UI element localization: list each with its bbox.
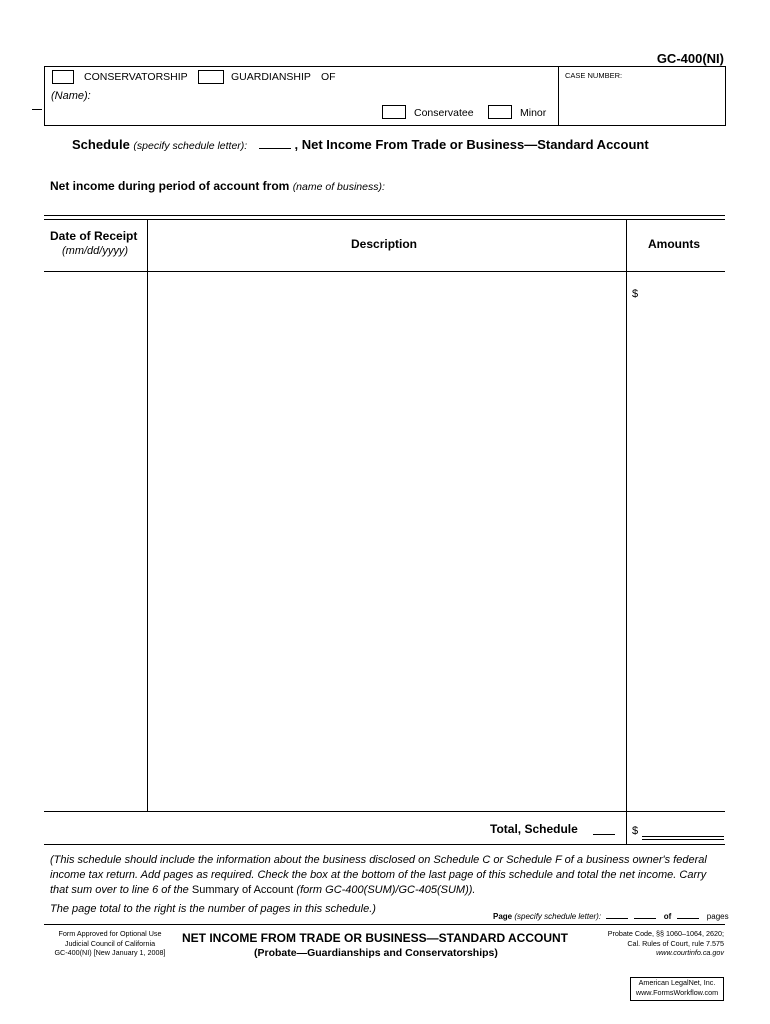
footer-approval: Form Approved for Optional Use (58, 929, 162, 938)
name-input[interactable] (47, 104, 552, 118)
conservatorship-label: CONSERVATORSHIP (84, 71, 188, 83)
footer-rule (44, 924, 725, 925)
table-amount-divider (626, 219, 627, 845)
footer-subtitle: (Probate—Guardianships and Conservatorships) (254, 947, 498, 959)
page-letter-input[interactable] (606, 910, 628, 919)
case-number-input[interactable] (560, 82, 722, 122)
schedule-title: , Net Income From Trade or Business—Standard Account (294, 137, 649, 152)
total-schedule-letter-input[interactable] (593, 822, 615, 835)
total-schedule-label: Total, Schedule (490, 822, 578, 836)
guardianship-label: GUARDIANSHIP (231, 71, 311, 83)
business-name-input[interactable] (410, 178, 720, 194)
footer-council: Judicial Council of California (64, 938, 156, 948)
col-date-format: (mm/dd/yyyy) (62, 245, 128, 257)
table-top-rule (44, 215, 725, 216)
footer-rules-of-court: Cal. Rules of Court, rule 7.575 (627, 938, 724, 948)
instructions-part1: (This schedule should include the information about the business disclosed on Schedule C or Schedule F of a business owner's federal income tax return. Add pages as required. Check the box at the bottom of the last page of this schedule and total the net income. Carry that sum over to line 6 of the (50, 854, 707, 896)
table-bottom-rule (44, 844, 725, 845)
table-total-rule (44, 811, 725, 812)
total-amount-underline-1 (642, 836, 724, 837)
total-amount-input[interactable] (642, 822, 724, 835)
amount-column-input[interactable] (640, 284, 722, 809)
page-count-line (493, 910, 729, 921)
instructions-page-note: The page total to the right is the number of pages in this schedule.) (50, 903, 376, 915)
name-tick (32, 109, 42, 110)
conservatorship-checkbox[interactable] (52, 70, 74, 84)
conservatee-checkbox[interactable] (382, 105, 406, 119)
conservatee-label: Conservatee (414, 107, 474, 119)
case-number-label: CASE NUMBER: (565, 71, 623, 80)
date-column-input[interactable] (46, 274, 145, 809)
publisher-website: www.FormsWorkflow.com (635, 988, 719, 997)
net-income-line (50, 179, 385, 193)
guardianship-checkbox[interactable] (198, 70, 224, 84)
page-label: Page (493, 912, 513, 921)
description-column-input[interactable] (150, 274, 624, 809)
amount-dollar-sign: $ (632, 288, 639, 300)
footer-form-version: GC-400(NI) [New January 1, 2008] (54, 948, 166, 957)
schedule-specify-hint: (specify schedule letter): (133, 140, 248, 152)
col-description-header: Description (351, 237, 418, 251)
total-pages-input[interactable] (677, 910, 699, 919)
schedule-letter-input[interactable] (259, 136, 291, 149)
form-id: GC-400(NI) (656, 51, 724, 66)
publisher-name: American LegalNet, Inc. (638, 978, 716, 987)
instructions-part2: (form GC-400(SUM)/GC-405(SUM)). (293, 884, 476, 896)
summary-of-account-ref: Summary of Account (191, 884, 294, 896)
footer-left (44, 929, 176, 958)
caption-divider (558, 66, 559, 125)
col-date-header: Date of Receipt (50, 229, 138, 243)
total-amount-underline-2 (642, 839, 724, 840)
page-specify-hint: (specify schedule letter): (514, 912, 602, 921)
name-label: (Name): (51, 90, 91, 102)
publisher-box (630, 977, 724, 1001)
page-of-label: of (663, 912, 672, 921)
minor-label: Minor (520, 107, 547, 119)
business-name-hint: (name of business): (292, 181, 385, 193)
total-dollar-sign: $ (632, 825, 639, 837)
minor-checkbox[interactable] (488, 105, 512, 119)
page-number-input[interactable] (634, 910, 656, 919)
net-income-label: Net income during period of account from (50, 179, 290, 193)
table-date-divider (147, 219, 148, 811)
col-amounts-header: Amounts (648, 237, 700, 251)
of-label: OF (321, 71, 336, 83)
pages-label: pages (706, 912, 729, 921)
footer-website: www.courtinfo.ca.gov (656, 948, 724, 957)
footer-probate-code: Probate Code, §§ 1060–1064, 2620; (607, 929, 724, 938)
footer-right (608, 929, 724, 958)
footer-title: NET INCOME FROM TRADE OR BUSINESS—STANDARD ACCOUNT (182, 931, 568, 945)
schedule-label: Schedule (72, 137, 130, 152)
instructions-text (50, 853, 710, 898)
schedule-line (72, 136, 649, 152)
